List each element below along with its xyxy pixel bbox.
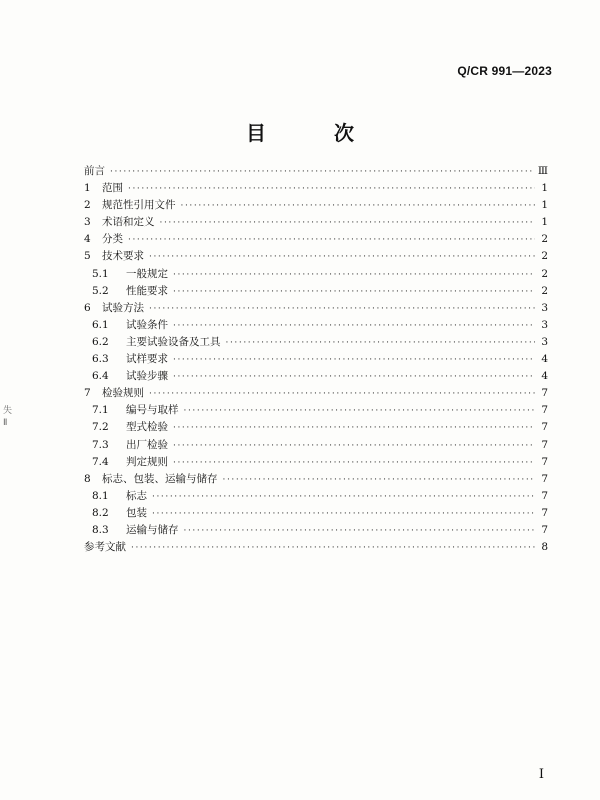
toc-entry-number: 4 bbox=[84, 233, 91, 246]
toc-title: 目 次 bbox=[246, 121, 378, 145]
toc-entry[interactable] bbox=[84, 231, 548, 248]
toc-entry-number: 5.1 bbox=[92, 267, 109, 280]
document-code: Q/CR 991—2023 bbox=[457, 64, 552, 78]
dot-leader bbox=[110, 164, 533, 181]
toc-entry-label: 一般规定 bbox=[126, 267, 168, 280]
toc-entry-page: 7 bbox=[541, 387, 548, 400]
toc-entry-number: 5 bbox=[84, 250, 91, 263]
dot-leader bbox=[173, 267, 535, 284]
toc-entry-label: 出厂检验 bbox=[126, 438, 168, 451]
toc-entry[interactable] bbox=[84, 248, 548, 265]
toc-entry[interactable] bbox=[84, 300, 548, 317]
toc-entry-number: 6.4 bbox=[92, 370, 109, 383]
toc-entry-page: 2 bbox=[541, 233, 548, 246]
toc-entry-page: 7 bbox=[541, 421, 548, 434]
toc-entry-label: 主要试验设备及工具 bbox=[126, 335, 221, 348]
toc-entry-page: 7 bbox=[541, 523, 548, 536]
dot-leader bbox=[173, 438, 535, 455]
dot-leader bbox=[152, 489, 535, 506]
toc-entry[interactable] bbox=[84, 163, 548, 180]
toc-entry-label: 包装 bbox=[126, 506, 147, 519]
toc-entry-page: 1 bbox=[541, 216, 548, 229]
toc-entry-number: 8.2 bbox=[92, 506, 109, 519]
toc-entry[interactable] bbox=[84, 419, 548, 436]
toc-entry-label: 标志 bbox=[126, 489, 147, 502]
toc-entry-page: 3 bbox=[541, 318, 548, 331]
toc-entry-number: 6.3 bbox=[92, 353, 109, 366]
dot-leader bbox=[226, 335, 536, 352]
toc-entry-number: 8.1 bbox=[92, 489, 109, 502]
table-of-contents bbox=[84, 163, 548, 556]
margin-mark: 失 bbox=[3, 406, 13, 416]
toc-entry-page: 7 bbox=[541, 455, 548, 468]
toc-entry-label: 范围 bbox=[102, 182, 123, 195]
toc-entry-label: 分类 bbox=[102, 233, 123, 246]
toc-entry[interactable] bbox=[84, 197, 548, 214]
toc-entry-page: 4 bbox=[541, 370, 548, 383]
toc-entry-page: Ⅲ bbox=[537, 165, 548, 177]
toc-entry-label: 参考文献 bbox=[84, 541, 126, 554]
dot-leader bbox=[223, 472, 536, 489]
toc-entry-label: 判定规则 bbox=[126, 455, 168, 468]
toc-entry-number: 7.4 bbox=[92, 455, 109, 468]
toc-entry-label: 性能要求 bbox=[126, 284, 168, 297]
dot-leader bbox=[149, 249, 535, 266]
toc-entry-number: 6.2 bbox=[92, 335, 109, 348]
toc-entry-number: 8 bbox=[84, 472, 91, 485]
toc-entry[interactable] bbox=[84, 351, 548, 368]
toc-entry[interactable] bbox=[84, 266, 548, 283]
dot-leader bbox=[173, 455, 535, 472]
toc-entry-label: 试样要求 bbox=[126, 353, 168, 366]
toc-entry-page: 7 bbox=[541, 506, 548, 519]
dot-leader bbox=[173, 420, 535, 437]
toc-entry-label: 试验条件 bbox=[126, 318, 168, 331]
toc-entry-page: 2 bbox=[541, 284, 548, 297]
dot-leader bbox=[131, 540, 535, 557]
toc-entry-label: 前言 bbox=[84, 165, 105, 177]
dot-leader bbox=[149, 301, 535, 318]
toc-entry-number: 7 bbox=[84, 387, 91, 400]
toc-entry-label: 规范性引用文件 bbox=[102, 199, 176, 212]
dot-leader bbox=[128, 181, 535, 198]
toc-entry-page: 7 bbox=[541, 438, 548, 451]
toc-entry-label: 编号与取样 bbox=[126, 404, 179, 417]
toc-entry-number: 1 bbox=[84, 182, 91, 195]
dot-leader bbox=[184, 523, 536, 540]
toc-entry-number: 6 bbox=[84, 301, 91, 314]
toc-entry[interactable] bbox=[84, 214, 548, 231]
toc-entry-number: 8.3 bbox=[92, 523, 109, 536]
toc-entry[interactable] bbox=[84, 437, 548, 454]
toc-entry-page: 7 bbox=[541, 404, 548, 417]
toc-entry-label: 型式检验 bbox=[126, 421, 168, 434]
toc-entry-number: 7.1 bbox=[92, 404, 109, 417]
page-number: I bbox=[538, 767, 544, 782]
dot-leader bbox=[173, 318, 535, 335]
toc-entry-label: 标志、包装、运输与储存 bbox=[102, 472, 218, 485]
toc-entry-page: 3 bbox=[541, 335, 548, 348]
toc-entry-page: 8 bbox=[541, 541, 548, 554]
toc-entry[interactable] bbox=[84, 385, 548, 402]
toc-entry-number: 7.3 bbox=[92, 438, 109, 451]
dot-leader bbox=[149, 386, 535, 403]
toc-entry-number: 3 bbox=[84, 216, 91, 229]
toc-entry-label: 术语和定义 bbox=[102, 216, 155, 229]
dot-leader bbox=[152, 506, 535, 523]
dot-leader bbox=[181, 198, 536, 215]
dot-leader bbox=[128, 232, 535, 249]
toc-entry[interactable] bbox=[84, 317, 548, 334]
toc-entry[interactable] bbox=[84, 334, 548, 351]
toc-entry-label: 检验规则 bbox=[102, 387, 144, 400]
dot-leader bbox=[184, 403, 536, 420]
toc-entry[interactable] bbox=[84, 505, 548, 522]
toc-entry-page: 7 bbox=[541, 472, 548, 485]
toc-entry-label: 试验步骤 bbox=[126, 370, 168, 383]
toc-entry-page: 3 bbox=[541, 301, 548, 314]
toc-entry-page: 1 bbox=[541, 199, 548, 212]
toc-entry[interactable] bbox=[84, 488, 548, 505]
dot-leader bbox=[173, 369, 535, 386]
margin-mark: Ⅱ bbox=[3, 418, 8, 428]
toc-entry[interactable] bbox=[84, 180, 548, 197]
toc-entry[interactable] bbox=[84, 522, 548, 539]
toc-entry-page: 7 bbox=[541, 489, 548, 502]
toc-entry[interactable] bbox=[84, 368, 548, 385]
toc-entry-number: 7.2 bbox=[92, 421, 109, 434]
toc-entry-label: 运输与储存 bbox=[126, 523, 179, 536]
toc-entry[interactable] bbox=[84, 454, 548, 471]
dot-leader bbox=[160, 215, 536, 232]
dot-leader bbox=[173, 284, 535, 301]
toc-entry-page: 2 bbox=[541, 250, 548, 263]
toc-entry-page: 4 bbox=[541, 353, 548, 366]
toc-entry-label: 技术要求 bbox=[102, 250, 144, 263]
dot-leader bbox=[173, 352, 535, 369]
toc-entry-number: 2 bbox=[84, 199, 91, 212]
toc-entry-number: 6.1 bbox=[92, 318, 109, 331]
toc-entry[interactable] bbox=[84, 402, 548, 419]
toc-entry-page: 1 bbox=[541, 182, 548, 195]
toc-entry[interactable] bbox=[84, 539, 548, 556]
toc-entry-label: 试验方法 bbox=[102, 301, 144, 314]
toc-entry-page: 2 bbox=[541, 267, 548, 280]
toc-entry[interactable] bbox=[84, 471, 548, 488]
toc-entry[interactable] bbox=[84, 283, 548, 300]
toc-entry-number: 5.2 bbox=[92, 284, 109, 297]
